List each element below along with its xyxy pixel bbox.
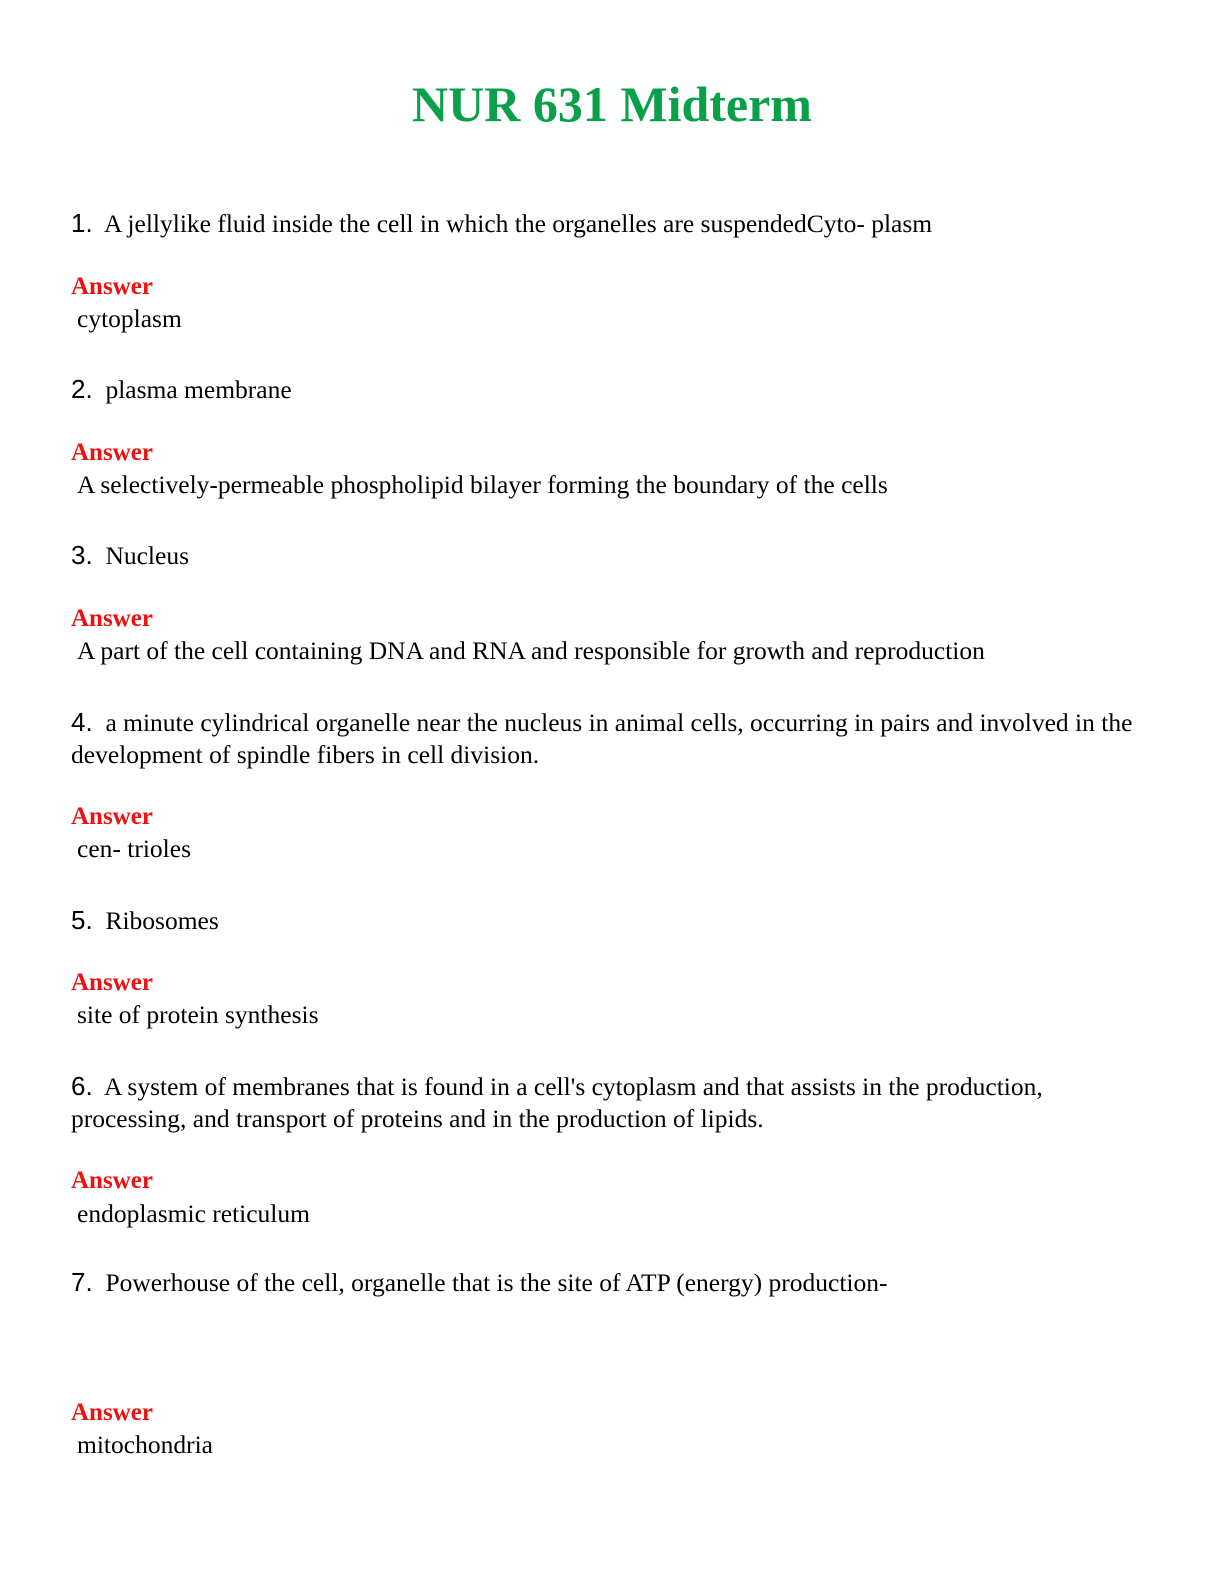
question-text: a minute cylindrical organelle near the nucleus in animal cells, occurring in pairs and involved in the development of spindle fibers in cell division.	[71, 708, 1133, 769]
answer-text-1: cytoplasm	[77, 304, 182, 333]
question-number: 4.	[71, 707, 93, 737]
question-number: 2.	[71, 374, 93, 404]
question-4	[71, 706, 1151, 771]
answer-label: Answer	[71, 1167, 153, 1194]
question-7	[71, 1266, 1151, 1299]
answer-text-4: cen- trioles	[77, 834, 191, 863]
page-title: NUR 631 Midterm	[412, 76, 812, 132]
question-text: Nucleus	[105, 541, 189, 570]
question-number: 1.	[71, 208, 93, 238]
question-number: 7.	[71, 1267, 93, 1297]
answer-text-5: site of protein synthesis	[77, 1000, 319, 1029]
answer-text-2: A selectively-permeable phospholipid bilayer forming the boundary of the cells	[77, 470, 888, 499]
answer-label: Answer	[71, 969, 153, 996]
question-text: A jellylike fluid inside the cell in which the organelles are suspendedCyto- plasm	[104, 209, 933, 238]
question-text: Powerhouse of the cell, organelle that is the site of ATP (energy) production-	[105, 1268, 888, 1297]
answer-label: Answer	[71, 273, 153, 300]
answer-text-3: A part of the cell containing DNA and RNA and responsible for growth and reproduction	[77, 636, 985, 665]
question-5	[71, 904, 1151, 937]
question-3	[71, 539, 1151, 572]
answer-label: Answer	[71, 605, 153, 632]
question-number: 3.	[71, 540, 93, 570]
answer-label: Answer	[71, 439, 153, 466]
question-2	[71, 373, 1151, 406]
question-text: A system of membranes that is found in a cell's cytoplasm and that assists in the production, processing, and transport of proteins and in the production of lipids.	[71, 1072, 1043, 1133]
answer-text-7: mitochondria	[77, 1430, 213, 1459]
answer-label: Answer	[71, 1399, 153, 1426]
question-number: 5.	[71, 905, 93, 935]
question-6	[71, 1070, 1151, 1135]
question-1	[71, 207, 1151, 240]
question-text: Ribosomes	[105, 906, 219, 935]
question-number: 6.	[71, 1071, 93, 1101]
answer-label: Answer	[71, 803, 153, 830]
answer-text-6: endoplasmic reticulum	[77, 1199, 310, 1228]
question-text: plasma membrane	[105, 375, 292, 404]
